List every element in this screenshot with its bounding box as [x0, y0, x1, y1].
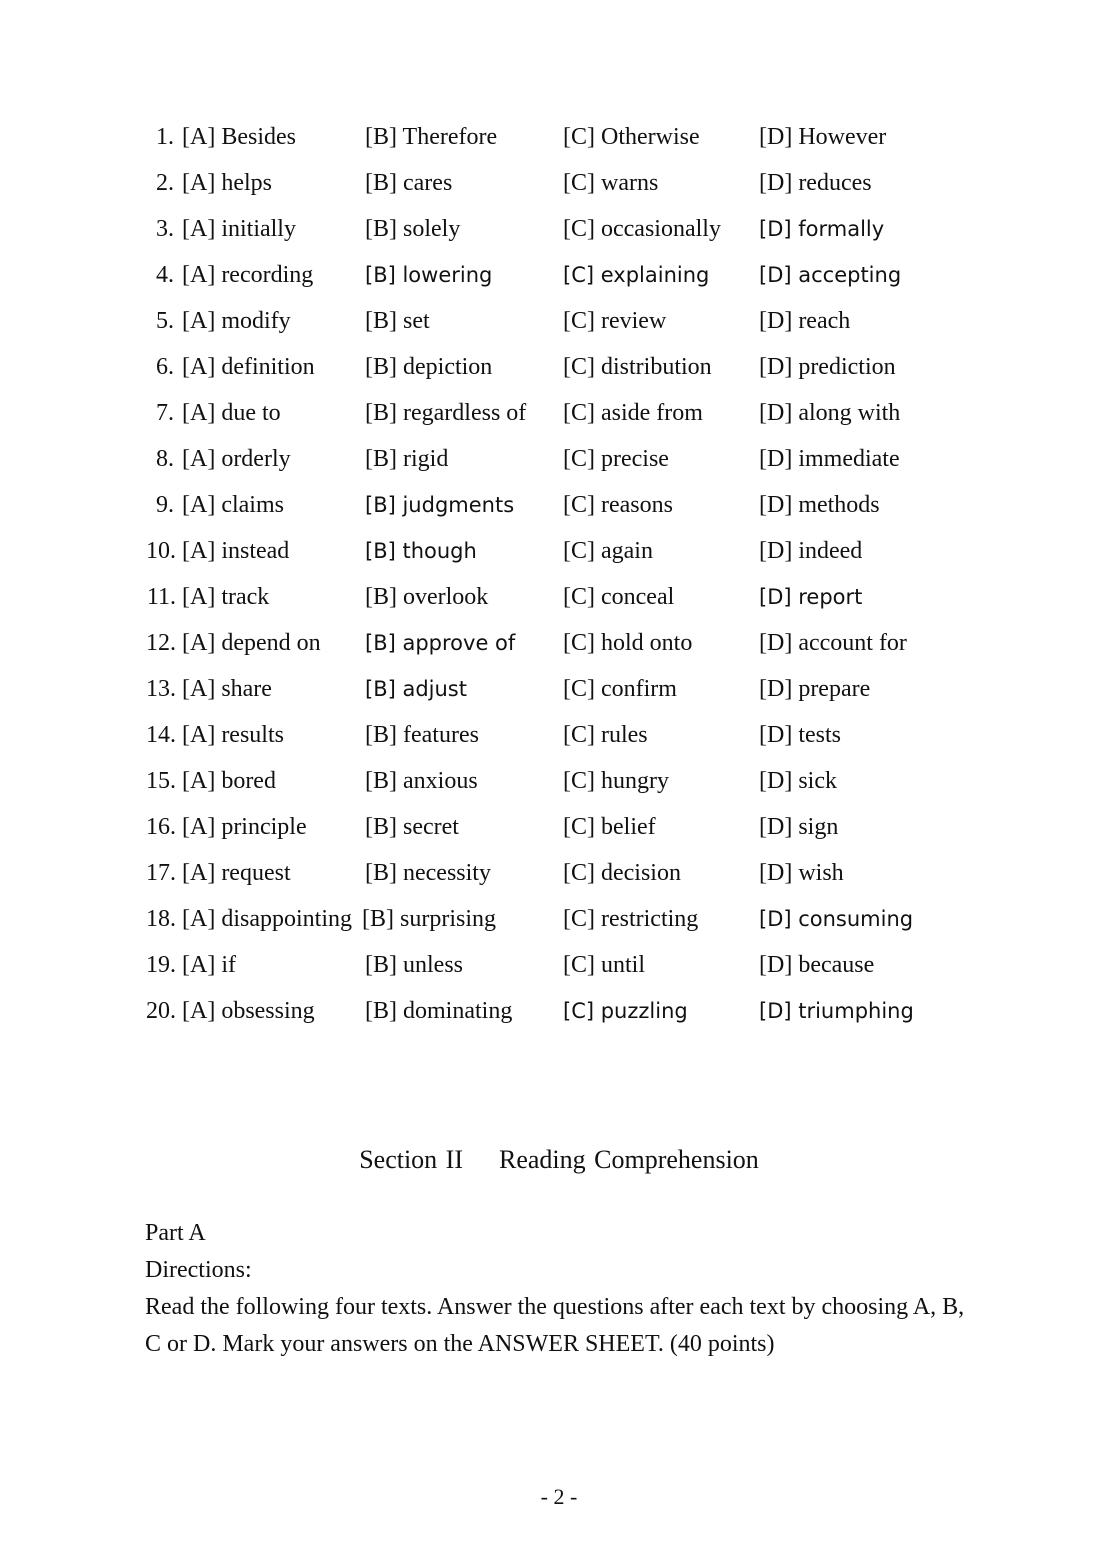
option-d: [D] tests	[759, 722, 841, 748]
question-row	[0, 712, 1118, 758]
option-d: [D] reduces	[759, 170, 872, 196]
question-number: 19.	[146, 952, 176, 978]
option-a: [A] results	[182, 722, 284, 748]
question-row	[0, 574, 1118, 620]
option-b: [B] surprising	[362, 906, 496, 932]
option-d: [D] accepting	[759, 263, 902, 287]
option-d: [D] account for	[759, 630, 907, 656]
option-c: [C] review	[563, 308, 667, 334]
question-number: 16.	[146, 814, 176, 840]
question-number: 20.	[146, 998, 176, 1024]
question-row	[0, 344, 1118, 390]
option-a: [A] Besides	[182, 124, 296, 150]
option-a: [A] obsessing	[182, 998, 315, 1024]
question-number: 3.	[156, 216, 174, 242]
question-row	[0, 160, 1118, 206]
question-number: 18.	[146, 906, 176, 932]
option-c: [C] puzzling	[563, 999, 688, 1023]
question-row	[0, 666, 1118, 712]
question-number: 13.	[146, 676, 176, 702]
option-c: [C] hungry	[563, 768, 669, 794]
option-b: [B] judgments	[365, 493, 515, 517]
options-table	[0, 114, 1118, 1034]
question-number: 17.	[146, 860, 176, 886]
option-a: [A] share	[182, 676, 272, 702]
option-b: [B] solely	[365, 216, 461, 242]
option-d: [D] indeed	[759, 538, 863, 564]
option-c: [C] reasons	[563, 492, 673, 518]
question-number: 11.	[146, 584, 176, 610]
option-c: [C] aside from	[563, 400, 703, 426]
question-number: 5.	[156, 308, 174, 334]
question-row	[0, 850, 1118, 896]
option-b: [B] rigid	[365, 446, 449, 472]
question-number: 6.	[156, 354, 174, 380]
question-row	[0, 804, 1118, 850]
question-row	[0, 942, 1118, 988]
option-d: [D] sick	[759, 768, 837, 794]
option-c: [C] precise	[563, 446, 669, 472]
option-b: [B] lowering	[365, 263, 493, 287]
option-a: [A] if	[182, 952, 236, 978]
option-c: [C] warns	[563, 170, 659, 196]
question-number: 2.	[156, 170, 174, 196]
question-row	[0, 528, 1118, 574]
question-number: 4.	[156, 262, 174, 288]
directions-label: Directions:	[145, 1257, 252, 1283]
option-c: [C] rules	[563, 722, 648, 748]
option-c: [C] occasionally	[563, 216, 721, 242]
question-row	[0, 206, 1118, 252]
question-row	[0, 620, 1118, 666]
option-a: [A] claims	[182, 492, 284, 518]
option-c: [C] decision	[563, 860, 681, 886]
option-b: [B] anxious	[365, 768, 478, 794]
question-row	[0, 436, 1118, 482]
option-d: [D] prepare	[759, 676, 871, 702]
option-b: [B] set	[365, 308, 430, 334]
option-a: [A] definition	[182, 354, 315, 380]
option-b: [B] cares	[365, 170, 453, 196]
option-d: [D] However	[759, 124, 887, 150]
option-a: [A] due to	[182, 400, 281, 426]
option-a: [A] orderly	[182, 446, 291, 472]
option-c: [C] again	[563, 538, 653, 564]
option-b: [B] regardless of	[365, 400, 527, 426]
question-number: 9.	[156, 492, 174, 518]
question-number: 7.	[156, 400, 174, 426]
option-d: [D] sign	[759, 814, 839, 840]
option-a: [A] depend on	[182, 630, 321, 656]
question-number: 1.	[156, 124, 174, 150]
question-row	[0, 390, 1118, 436]
option-b: [B] adjust	[365, 677, 467, 701]
question-number: 12.	[146, 630, 176, 656]
option-c: [C] belief	[563, 814, 656, 840]
option-b: [B] unless	[365, 952, 463, 978]
option-a: [A] helps	[182, 170, 272, 196]
option-a: [A] initially	[182, 216, 296, 242]
question-row	[0, 896, 1118, 942]
option-b: [B] features	[365, 722, 479, 748]
question-number: 15.	[146, 768, 176, 794]
directions-text: Read the following four texts. Answer the questions after each text by choosing A, B, C or D. Mark your answers on the ANSWER SHEET. (40 points)	[145, 1294, 965, 1357]
option-b: [B] necessity	[365, 860, 491, 886]
option-c: [C] conceal	[563, 584, 675, 610]
option-b: [B] though	[365, 539, 477, 563]
option-b: [B] dominating	[365, 998, 513, 1024]
question-number: 14.	[146, 722, 176, 748]
question-row	[0, 252, 1118, 298]
option-d: [D] wish	[759, 860, 844, 886]
option-a: [A] disappointing	[182, 906, 352, 932]
question-row	[0, 758, 1118, 804]
option-a: [A] bored	[182, 768, 276, 794]
part-label: Part A	[145, 1220, 206, 1246]
option-a: [A] request	[182, 860, 291, 886]
option-c: [C] restricting	[563, 906, 699, 932]
option-c: [C] Otherwise	[563, 124, 700, 150]
option-d: [D] because	[759, 952, 875, 978]
option-b: [B] approve of	[365, 631, 516, 655]
option-c: [C] confirm	[563, 676, 677, 702]
option-d: [D] report	[759, 585, 863, 609]
option-a: [A] principle	[182, 814, 307, 840]
option-d: [D] consuming	[759, 907, 914, 931]
question-row	[0, 114, 1118, 160]
option-d: [D] prediction	[759, 354, 896, 380]
option-b: [B] secret	[365, 814, 459, 840]
option-a: [A] instead	[182, 538, 290, 564]
option-d: [D] triumphing	[759, 999, 914, 1023]
question-number: 10.	[146, 538, 176, 564]
option-c: [C] distribution	[563, 354, 712, 380]
question-row	[0, 988, 1118, 1034]
option-c: [C] until	[563, 952, 645, 978]
section-name: Reading Comprehension	[499, 1145, 759, 1174]
section-number: Section II	[359, 1145, 463, 1174]
option-c: [C] hold onto	[563, 630, 693, 656]
option-d: [D] reach	[759, 308, 851, 334]
option-d: [D] formally	[759, 217, 885, 241]
question-number: 8.	[156, 446, 174, 472]
option-b: [B] depiction	[365, 354, 493, 380]
option-d: [D] along with	[759, 400, 901, 426]
option-b: [B] Therefore	[365, 124, 498, 150]
option-a: [A] recording	[182, 262, 314, 288]
page-number: - 2 -	[540, 1484, 578, 1509]
option-c: [C] explaining	[563, 263, 710, 287]
section-heading	[0, 1140, 1118, 1180]
option-b: [B] overlook	[365, 584, 489, 610]
option-d: [D] methods	[759, 492, 880, 518]
question-row	[0, 298, 1118, 344]
option-a: [A] track	[182, 584, 270, 610]
option-d: [D] immediate	[759, 446, 900, 472]
option-a: [A] modify	[182, 308, 291, 334]
question-row	[0, 482, 1118, 528]
